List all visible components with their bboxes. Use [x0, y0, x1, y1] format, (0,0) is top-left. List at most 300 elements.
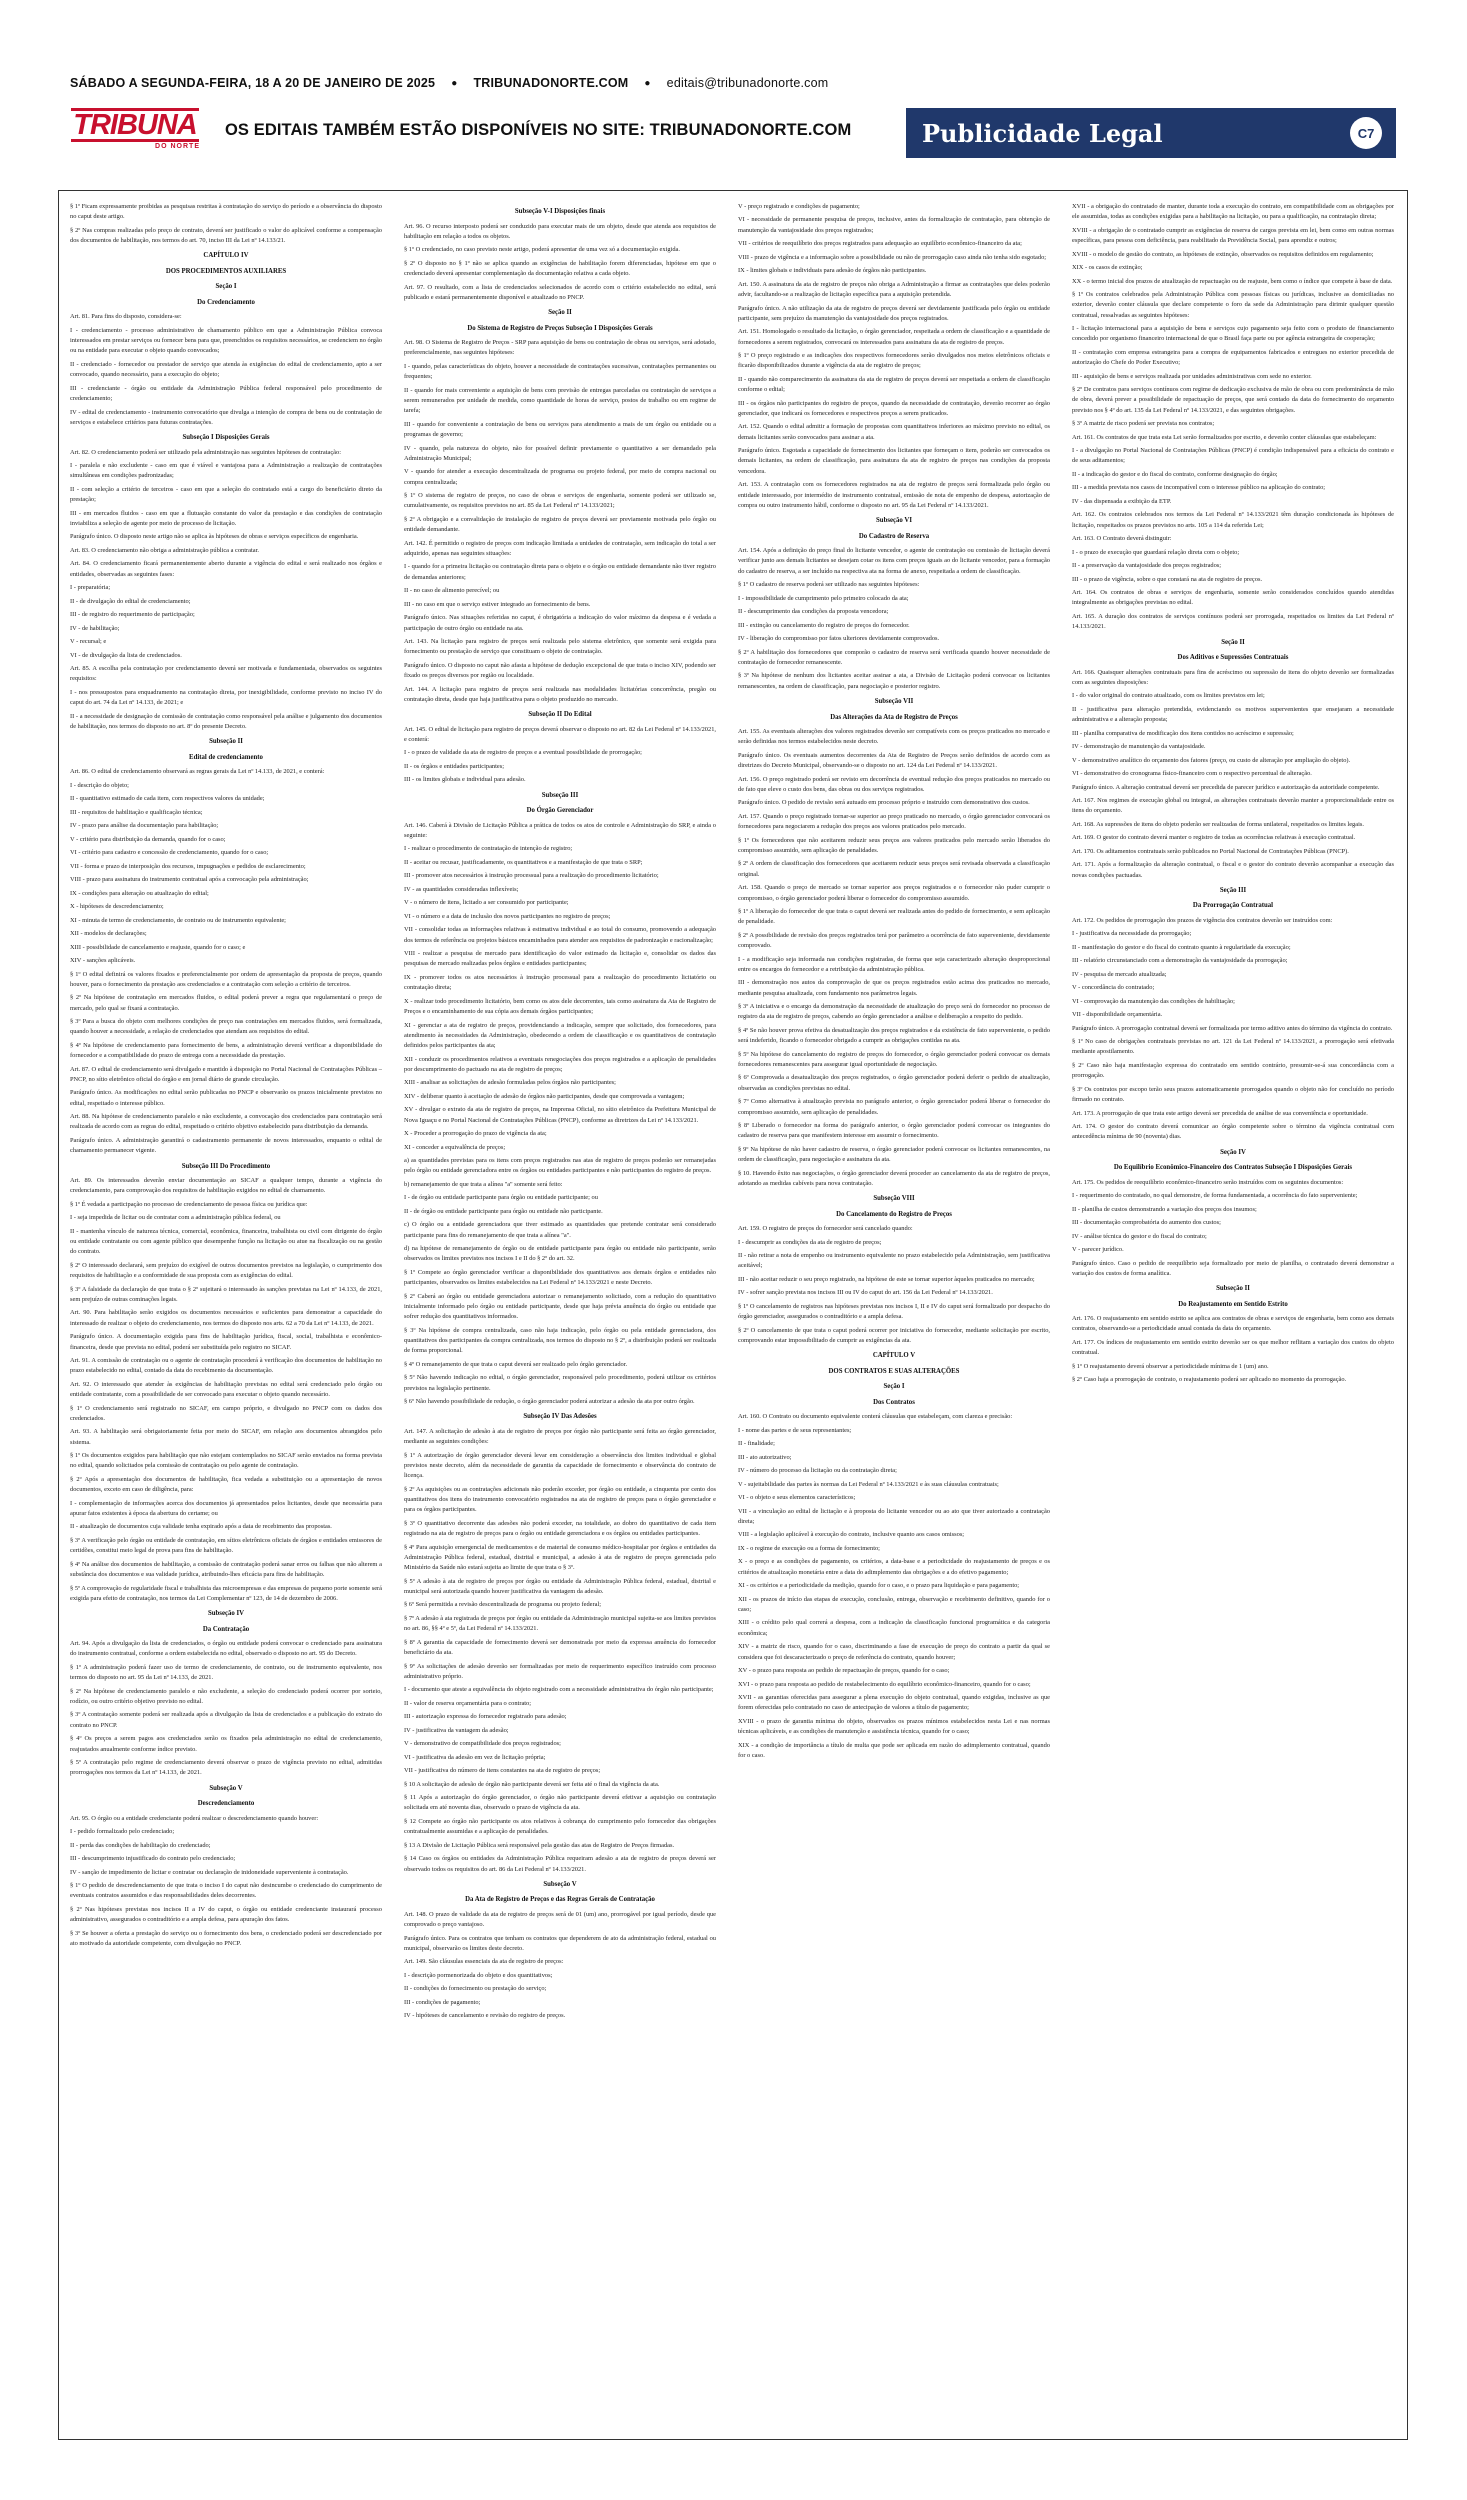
- section-heading: Subseção V: [543, 1880, 577, 1888]
- legal-paragraph: § 3º A matriz de risco poderá ser prevista nos contratos;: [1072, 420, 1215, 428]
- text-column-2: [404, 202, 716, 2430]
- legal-paragraph: § 4º Se não houver prova efetiva da desatualização dos preços registrados e da existência de fato superveniente, o pedido será indeferido, ficando o fornecedor obrigado a cumprir as obrigações contidas na ata.: [738, 1026, 1050, 1045]
- legal-paragraph: § 12 Compete ao órgão não participante os atos relativos à cobrança do cumprimento pelo fornecedor das obrigações contratualmente assumidas e a aplicação de penalidades.: [404, 1817, 716, 1836]
- legal-paragraph: § 5º A comprovação de regularidade fiscal e trabalhista das microempresas e das empresas de pequeno porte somente será exigida para efeito de contratação, nos termos da Lei Complementar nº 123, de 14 de dezembro de 2006.: [70, 1584, 382, 1602]
- legal-paragraph: Art. 92. O interessado que atender às exigências de habilitação previstas no edital será credenciado pelo órgão ou entidade contratante, com a possibilidade de ser convocado para executar o objeto quando necessário.: [70, 1380, 382, 1399]
- legal-paragraph: I - o prazo de execução que guardará relação direta com o objeto;: [1072, 548, 1240, 556]
- legal-paragraph: Art. 153. A contratação com os fornecedores registrados na ata de registro de preços será formalizada pelo órgão ou entidade interessado, por intermédio de instrumento contratual, emissão de nota de empenho de despesa, autorização de compra ou outro instrumento hábil, conforme o disposto no art. 95 da Lei Federal nº 14.133/2021.: [738, 481, 1050, 509]
- legal-paragraph: X - Proceder a prorrogação do prazo de vigência da ata;: [404, 1130, 547, 1138]
- legal-paragraph: II - perda das condições de habilitação do credenciado;: [70, 1841, 211, 1849]
- legal-paragraph: VI - necessidade de permanente pesquisa de preços, inclusive, antes da formalização de contratação, para obtenção de manutenção da vantajosidade dos preços registrados;: [738, 216, 1050, 234]
- legal-paragraph: § 8º A garantia da capacidade de fornecimento deverá ser demonstrada por meio da expressa anuência do fornecedor beneficiário da ata.: [404, 1638, 716, 1657]
- legal-paragraph: Art. 174. O gestor do contrato deverá comunicar ao órgão competente sobre o término da vigência contratual com antecedência mínima de 90 (noventa) dias.: [1072, 1123, 1394, 1141]
- legal-paragraph: VIII - realizar a pesquisa de mercado para identificação do valor estimado da licitação e, consolidar os dados das pesquisas de mercado realizadas pelos órgãos e entidades participantes;: [404, 950, 716, 968]
- legal-paragraph: § 5º A contratação pelo regime de credenciamento deverá observar o prazo de vigência previsto no edital, admitidas prorrogações nos termos da Lei nº 14.133, de 2021.: [70, 1759, 382, 1777]
- section-heading: Seção II: [1221, 638, 1245, 646]
- legal-paragraph: Art. 167. Nos regimes de execução global ou integral, as alterações contratuais deverão manter a proporcionalidade entre os itens do orçamento.: [1072, 796, 1394, 815]
- legal-paragraph: XVIII - a obrigação de o contratado cumprir as exigências de reserva de cargos prevista em lei, bem como em outras normas específicas, para pessoa com deficiência, para reabilitado da Previdência Social, para aprendiz e outros;: [1072, 226, 1394, 245]
- section-heading: Descredenciamento: [197, 1800, 255, 1808]
- legal-paragraph: § 7º Como alternativa à atualização prevista no parágrafo anterior, o órgão gerenciador poderá liberar o fornecedor do compromisso assumido, sem aplicação de penalidades.: [738, 1098, 1050, 1116]
- legal-paragraph: § 2º Caso não haja manifestação expressa do contratado em sentido contrário, presumir-se-á sua concordância com a prorrogação.: [1072, 1061, 1394, 1080]
- legal-paragraph: II - a necessidade de designação de comissão de contratação como responsável pela análise e julgamento dos documentos de habilitação, nos termos do disposto no art. 8º do presente Decreto.: [70, 712, 382, 730]
- legal-paragraph: IV - pesquisa de mercado atualizada;: [1072, 970, 1167, 978]
- legal-paragraph: IV - edital de credenciamento - instrumento convocatório que divulga a intenção de compra de bens ou de contratação de serviços e estabelece critérios para futuras contratações.: [70, 408, 382, 426]
- legal-paragraph: III - em mercados fluidos - caso em que a flutuação constante do valor da prestação e das condições de contratação inviabiliza a seleção de agente por meio de processo de licitação.: [70, 509, 382, 527]
- legal-paragraph: II - quantitativo estimado de cada item, com respectivos valores da unidade;: [70, 795, 265, 803]
- legal-paragraph: Art. 151. Homologado o resultado da licitação, o órgão gerenciador, respeitada a ordem de classificação e a quantidade de fornecedores a serem registrados, convocará os interessados para assinatura da ata de registro de preços.: [738, 328, 1050, 346]
- legal-paragraph: § 6º Comprovada a desatualização dos preços registrados, o órgão gerenciador poderá deferir o pedido de atualização, observadas as condições previstas no edital.: [738, 1074, 1050, 1092]
- section-heading: Subseção IV: [207, 1610, 245, 1618]
- legal-paragraph: Art. 175. Os pedidos de reequilíbrio econômico-financeiro serão instruídos com os seguintes documentos:: [1072, 1178, 1344, 1186]
- legal-paragraph: III - extinção ou cancelamento do registro de preços do fornecedor.: [738, 621, 910, 629]
- legal-paragraph: § 1º A liberação do fornecedor de que trata o caput deverá ser realizada antes do pedido de fornecimento, e sem aplicação de penalidade.: [738, 907, 1050, 926]
- legal-paragraph: VIII - a legislação aplicável à execução do contrato, inclusive quanto aos casos omissos;: [738, 1531, 965, 1539]
- legal-paragraph: Art. 94. Após a divulgação da lista de credenciados, o órgão ou entidade poderá convocar o credenciado para assinatura do instrumento contratual, conforme a ordem estabelecida no edital, observado o disposto no art. 95 do Decreto.: [70, 1640, 382, 1658]
- legal-paragraph: Art. 145. O edital de licitação para registro de preços deverá observar o disposto no art. 82 da Lei Federal nº 14.133/2021, e conterá:: [404, 725, 716, 743]
- legal-paragraph: § 1º O edital definirá os valores fixados e preferencialmente por ordem de apresentação da proposta de preços, quando houver, para o fornecimento da prestação aos credenciados e a contratação com seleção a critério de terceiros.: [70, 970, 382, 988]
- legal-paragraph: XIX - os casos de extinção;: [1072, 264, 1143, 272]
- legal-paragraph: I - descumprir as condições da ata de registro de preços;: [738, 1238, 882, 1246]
- legal-paragraph: § 1º Ficam expressamente proibidas as pesquisas restritas à contratação do serviço do período e a observância do disposto no caput deste artigo.: [70, 203, 382, 221]
- legal-paragraph: Art. 155. As eventuais alterações dos valores registrados deverão ser compatíveis com os preços praticados no mercado e serão definidas nos termos estabelecidos neste decreto.: [738, 728, 1050, 746]
- legal-paragraph: Art. 161. Os contratos de que trata esta Lei serão formalizados por escrito, e deverão conter cláusulas que estabeleçam:: [1072, 433, 1377, 441]
- legal-paragraph: Art. 82. O credenciamento poderá ser utilizado pela administração nas seguintes hipóteses de contratação:: [70, 448, 341, 456]
- section-heading: Seção IV: [1220, 1148, 1246, 1156]
- legal-paragraph: § 3º Na hipótese de compra centralizada, caso não haja indicação, pelo órgão ou pela entidade gerenciadora, dos quantitativos dos participantes da compra centralizada, nos termos do disposto no § 2º, a distribuição poderá ser realizada de forma proporcional.: [404, 1326, 716, 1355]
- section-heading: Seção III: [1219, 886, 1247, 894]
- section-heading: Subseção I Disposições Gerais: [182, 434, 270, 442]
- legal-paragraph: III - demonstração nos autos da comprovação de que os preços registrados estão acima dos praticados no mercado, mediante pesquisa atualizada, com fundamento nos parâmetros legais.: [738, 979, 1050, 997]
- email-link[interactable]: editais@tribunadonorte.com: [666, 76, 829, 90]
- legal-paragraph: § 1º É vedada a participação no processo de credenciamento de pessoa física ou jurídica que:: [70, 1200, 308, 1208]
- section-heading: Do Credenciamento: [197, 298, 255, 306]
- legal-paragraph: Art. 176. O reajustamento em sentido estrito se aplica aos contratos de obras e serviços de engenharia, bem como aos demais contratos, observando-se a periodicidade anual contada da data do orçamento.: [1072, 1315, 1394, 1333]
- legal-paragraph: II - quando for mais conveniente a aquisição de bens com previsão de entregas parceladas ou contratação de serviços a serem remunerados por unidade de medida, como quantidade de horas de serviço, postos de trabalho ou em regime de tarefa;: [404, 386, 716, 415]
- legal-paragraph: II - manifestação do gestor e do fiscal do contrato quanto à regularidade da execução;: [1072, 943, 1291, 951]
- legal-paragraph: Art. 91. A comissão de contratação ou o agente de contratação procederá à verificação dos documentos de habilitação no prazo estabelecido no edital, contado da data do recebimento da documentação.: [70, 1357, 382, 1375]
- legal-paragraph: X - realizar todo procedimento licitatório, bem como os atos dele decorrentes, tais como assinatura da Ata de Registro de Preços e o encaminhamento de sua cópia aos demais órgãos participantes;: [404, 997, 716, 1016]
- legal-paragraph: Parágrafo único. Para os contratos que tenham os contratos que dependerem de ato da administração federal, estadual ou municipal, observarão os limites deste decreto.: [404, 1934, 716, 1952]
- legal-paragraph: Art. 177. Os índices de reajustamento em sentido estrito deverão ser os que melhor reflitam a variação dos custos do objeto contratual.: [1072, 1338, 1394, 1357]
- legal-paragraph: VI - de divulgação da lista de credenciados.: [70, 651, 182, 659]
- legal-paragraph: Art. 142. É permitido o registro de preços com indicação limitada a unidades de contratação, sem indicação do total a ser adquirido, apenas nas seguintes situações:: [404, 539, 716, 557]
- legal-paragraph: I - descrição do objeto;: [70, 781, 129, 789]
- legal-paragraph: XVII - as garantias oferecidas para assegurar a plena execução do objeto contratual, quando exigidas, inclusive as que forem oferecidas pelo contratado no caso de antecipação de valores a título de pagamento;: [738, 1693, 1050, 1712]
- legal-paragraph: VII - consolidar todas as informações relativas à estimativa individual e ao total do consumo, promovendo a adequação dos termos de referência ou projetos básicos encaminhados para atender aos requisitos de padronização e racionalização;: [404, 926, 716, 944]
- section-heading: Subseção II: [209, 738, 243, 746]
- legal-paragraph: IV - prazo para análise da documentação para habilitação;: [70, 822, 219, 830]
- legal-paragraph: XVIII - o prazo de garantia mínima do objeto, observados os prazos mínimos estabelecidos nesta Lei e nas normas técnicas aplicáveis, e as condições de manutenção e assistência técnica, quando for o caso;: [738, 1717, 1050, 1736]
- section-heading: Subseção II Do Edital: [528, 711, 592, 719]
- legal-paragraph: I - complementação de informações acerca dos documentos já apresentados pelos licitantes, desde que necessária para apurar fatos existentes à época da abertura do certame; ou: [70, 1499, 382, 1517]
- legal-paragraph: II - condições do fornecimento ou prestação do serviço;: [404, 1985, 547, 1993]
- legal-paragraph: II - contratação com empresa estrangeira para a compra de equipamentos fabricados e entregues no exterior precedida de autorização do Chefe do Poder Executivo;: [1072, 348, 1394, 367]
- legal-paragraph: III - planilha comparativa de modificação dos itens contidos no acréscimo e supressão;: [1072, 729, 1294, 737]
- legal-paragraph: § 3º Para a busca do objeto com melhores condições de preço nas contratações em mercados fluidos, será formalizada, quando houver a necessidade, a relação de credenciados que atendam aos requisitos do edital.: [70, 1018, 382, 1036]
- legal-paragraph: XIX - a condição de importância a título de multa que pode ser aplicada em razão do adimplemento contratual, quando for o caso.: [738, 1741, 1050, 1759]
- section-heading: Seção II: [548, 309, 572, 317]
- legal-paragraph: Parágrafo único. Caso o pedido de reequilíbrio seja formalizado por meio de planilha, o contratado deverá demonstrar a variação dos custos de forma analítica.: [1072, 1259, 1394, 1277]
- legal-paragraph: VIII - prazo de vigência e a informação sobre a possibilidade ou não de prorrogação caso ainda não tenha sido esgotado;: [738, 253, 1047, 261]
- legal-paragraph: VI - critério para cadastro e concessão de credenciamento, quando for o caso;: [70, 849, 269, 857]
- legal-paragraph: Art. 90. Para habilitação serão exigidos os documentos necessários e suficientes para demonstrar a capacidade do interessado de realizar o objeto do credenciamento, nos termos do disposto nos arts. 62 a 70 da Lei nº 14.133, de 2021.: [70, 1309, 382, 1327]
- legal-paragraph: Art. 173. A prorrogação de que trata este artigo deverá ser precedida de análise de sua conveniência e oportunidade.: [1072, 1109, 1368, 1117]
- section-heading: Da Prorrogação Contratual: [1192, 902, 1274, 910]
- legal-paragraph: III - ato autorizativo;: [738, 1453, 792, 1461]
- legal-paragraph: Art. 83. O credenciamento não obriga a administração pública a contratar.: [70, 546, 259, 554]
- legal-paragraph: II - descumprimento das condições da proposta vencedora;: [738, 608, 889, 616]
- legal-paragraph: a) as quantidades previstas para os itens com preços registrados nas atas de registro de preços poderão ser remanejadas pelo órgão ou entidade gerenciadora entre os órgãos ou entidades participantes e não participantes do registro de preços.: [404, 1157, 716, 1175]
- legal-paragraph: Art. 166. Quaisquer alterações contratuais para fins de acréscimo ou supressão de itens do objeto deverão ser formalizadas com as seguintes disposições:: [1072, 668, 1394, 686]
- legal-paragraph: Art. 87. O edital de credenciamento será divulgado e mantido à disposição no Portal Nacional de Contratações Públicas – PNCP, no sítio eletrônico oficial do órgão e em jornal diário de grande circulação.: [70, 1065, 382, 1083]
- legal-paragraph: XIV - sanções aplicáveis.: [70, 957, 136, 965]
- legal-paragraph: III - relatório circunstanciado com a demonstração da vantajosidade da prorrogação;: [1072, 957, 1288, 965]
- legal-paragraph: Parágrafo único. A documentação exigida para fins de habilitação jurídica, fiscal, social, trabalhista e econômico-financeira, desde que prevista no edital, poderá ser substituída pelo registro no SICAF.: [70, 1333, 382, 1351]
- legal-paragraph: I - preparatória;: [70, 584, 111, 592]
- text-column-3: [738, 202, 1050, 2430]
- legal-paragraph: § 3º O quantitativo decorrente das adesões não poderá exceder, na totalidade, ao dobro do quantitativo de cada item registrado na ata de registro de preços para o órgão ou entidade gerenciadora e os órgãos ou entidades participantes.: [404, 1519, 716, 1538]
- legal-paragraph: X - o preço e as condições de pagamento, os critérios, a data-base e a periodicidade do reajustamento de preços e os critérios de atualização monetária entre a data do adimplemento das obrigações e a do efetivo pagamento;: [738, 1558, 1050, 1576]
- legal-paragraph: II - não retirar a nota de empenho ou instrumento equivalente no prazo estabelecido pela Administração, sem justificativa aceitável;: [738, 1252, 1050, 1270]
- legal-paragraph: VII - forma e prazo de interposição dos recursos, impugnações e pedidos de esclarecimento;: [70, 862, 306, 870]
- legal-paragraph: IV - número do processo da licitação ou da contratação direta;: [738, 1467, 897, 1475]
- section-heading: Subseção II: [1216, 1285, 1250, 1293]
- legal-paragraph: § 2º Caso haja a prorrogação de contrato, o reajustamento poderá ser aplicado no momento da prorrogação.: [1072, 1376, 1347, 1384]
- legal-paragraph: c) O órgão ou a entidade gerenciadora que tiver estimado as quantidades que pretende contratar será considerado participante para fins do remanejamento de que trata a alínea "a".: [404, 1221, 716, 1239]
- legal-paragraph: IV - liberação do compromisso por fatos ulteriores devidamente comprovados.: [738, 635, 940, 643]
- legal-paragraph: V - parecer jurídico.: [1072, 1246, 1124, 1254]
- bullet-separator: ●: [644, 77, 651, 89]
- legal-paragraph: XIV - deliberar quanto à aceitação de adesão de órgãos não participantes, desde que comprovada a vantagem;: [404, 1092, 685, 1100]
- legal-paragraph: V - critério para distribuição da demanda, quando for o caso;: [70, 835, 226, 843]
- legal-paragraph: § 10 A solicitação de adesão de órgão não participante deverá ser feita até o final da vigência da ata.: [404, 1780, 660, 1788]
- legal-paragraph: § 1º O sistema de registro de preços, no caso de obras e serviços de engenharia, somente poderá ser utilizado se, cumulativamente, os requisitos previstos no art. 85 da Lei Federal nº 14.133/2021;: [404, 492, 716, 510]
- legal-paragraph: VI - comprovação da manutenção das condições de habilitação;: [1072, 997, 1235, 1005]
- legal-paragraph: I - pedido formalizado pelo credenciado;: [70, 1828, 175, 1836]
- newspaper-logo: [70, 108, 200, 150]
- legal-paragraph: II - valor de reserva orçamentária para o contrato;: [404, 1699, 532, 1707]
- legal-paragraph: § 6º Não havendo possibilidade de redução, o órgão gerenciador poderá autorizar a adesão da ata por outro órgão.: [404, 1398, 695, 1406]
- legal-paragraph: I - requerimento do contratado, no qual demonstre, de forma fundamentada, a ocorrência do fato superveniente;: [1072, 1192, 1358, 1200]
- legal-paragraph: Art. 93. A habilitação será obrigatoriamente feita por meio do SICAF, em relação aos documentos abrangidos pelo sistema.: [70, 1428, 382, 1446]
- legal-paragraph: § 2º A possibilidade de revisão dos preços registrados terá por parâmetro a ocorrência de fato superveniente, devidamente comprovado.: [738, 931, 1050, 950]
- legal-paragraph: II - finalidade;: [738, 1440, 775, 1448]
- legal-paragraph: V - demonstrativo de compatibilidade dos preços registrados;: [404, 1740, 561, 1748]
- legal-paragraph: Art. 81. Para fins do disposto, considera-se:: [70, 313, 182, 321]
- legal-paragraph: XII - modelos de declarações;: [70, 930, 147, 938]
- legal-paragraph: Art. 98. O Sistema de Registro de Preços - SRP para aquisição de bens ou contratação de obras ou serviços, será adotado, preferencialmente, nas seguintes hipóteses:: [404, 339, 716, 357]
- legal-paragraph: § 2º Caberá ao órgão ou entidade gerenciadora autorizar o remanejamento solicitado, com a redução do quantitativo inicialmente informado pelo órgão ou entidade participante, desde que haja prévia anuência do órgão ou entidade que sofrer redução dos quantitativos informados.: [404, 1292, 716, 1321]
- legal-paragraph: IV - sanção de impedimento de licitar e contratar ou declaração de inidoneidade superveniente à contratação.: [70, 1868, 349, 1876]
- legal-paragraph: § 5º Na hipótese do cancelamento do registro de preços do fornecedor, o órgão gerenciador poderá convocar os demais fornecedores remanescentes para assegurar igual oportunidade de negociação.: [738, 1050, 1050, 1068]
- legal-paragraph: § 13 A Divisão de Licitação Pública será responsável pela gestão das atas de Registro de Preços firmadas.: [404, 1841, 675, 1849]
- legal-paragraph: Parágrafo único. O pedido de revisão será autuado em processo próprio e instruído com demonstrativo dos custos.: [738, 799, 1030, 807]
- legal-paragraph: Parágrafo único. O disposto no caput não afasta a hipótese de dedução excepcional de que trata o inciso XIV, podendo ser fixado os preços diversos por região ou localidade.: [404, 661, 716, 680]
- section-heading: Edital de credenciamento: [189, 753, 263, 761]
- legal-paragraph: § 4º O remanejamento de que trata o caput deverá ser realizado pelo órgão gerenciador.: [404, 1360, 628, 1368]
- legal-paragraph: § 3º A verificação pelo órgão ou entidade de contratação, em sítios eletrônicos oficiais de órgãos e entidades emissores de certidões, constitui meio legal de prova para fins de habilitação.: [70, 1536, 382, 1555]
- legal-paragraph: Art. 88. Na hipótese de credenciamento paralelo e não excludente, a convocação dos credenciados para contratação será realizada de acordo com as regras do edital, respeitado o critério objetivo estabelecido para distribuição da demanda.: [70, 1113, 382, 1131]
- legal-paragraph: II - justificativa para alteração pretendida, evidenciando os motivos supervenientes que ensejaram a necessidade administrativa e a alteração proposta;: [1072, 705, 1394, 724]
- legal-paragraph: XX - o termo inicial dos prazos de atualização de repactuação ou de reajuste, bem como o índice que compete à base de data.: [1072, 277, 1393, 285]
- section-heading: CAPÍTULO IV: [203, 252, 249, 260]
- legal-paragraph: III - descumprimento injustificado do contrato pelo credenciado;: [70, 1855, 236, 1863]
- legal-paragraph: IV - hipóteses de cancelamento e revisão do registro de preços.: [404, 2012, 566, 2020]
- legal-paragraph: VI - o objeto e seus elementos característicos;: [738, 1494, 856, 1502]
- legal-paragraph: VI - demonstrativo do cronograma físico-financeiro com o respectivo percentual de alteração.: [1072, 770, 1312, 778]
- legal-paragraph: XVIII - o modelo de gestão do contrato, as hipóteses de extinção, observados os requisitos definidos em regulamento;: [1072, 250, 1374, 258]
- legal-paragraph: IV - de habilitação;: [70, 624, 120, 632]
- legal-paragraph: IX - condições para alteração ou atualização do edital;: [70, 889, 209, 897]
- legal-paragraph: XIII - possibilidade de cancelamento e reajuste, quando for o caso; e: [70, 943, 246, 951]
- legal-paragraph: I - de órgão ou entidade participante para órgão ou entidade participante; ou: [404, 1194, 598, 1202]
- section-heading: Do Sistema de Registro de Preços Subseção I Disposições Gerais: [467, 324, 653, 332]
- section-heading: Da Contratação: [202, 1625, 250, 1633]
- section-heading: Da Ata de Registro de Preços e das Regras Gerais de Contratação: [465, 1896, 655, 1904]
- legal-paragraph: Art. 163. O Contrato deverá distinguir:: [1072, 535, 1172, 543]
- legal-paragraph: § 1º Os fornecedores que não aceitarem reduzir seus preços aos valores praticados pelo mercado serão liberados do compromisso assumido, sem aplicação de penalidades.: [738, 836, 1050, 854]
- legal-paragraph: II - de órgão ou entidade participante para órgão ou entidade não participante.: [404, 1207, 603, 1215]
- legal-paragraph: IV - justificativa da vantagem da adesão;: [404, 1726, 509, 1734]
- legal-paragraph: V - o número de itens, licitado a ser consumido por participante;: [404, 899, 569, 907]
- legal-paragraph: V - demonstrativo analítico do orçamento dos fatores (preço, ou custo de alteração por ampliação do objeto).: [1072, 756, 1351, 764]
- legal-paragraph: VII - critérios de reequilíbrio dos preços registrados para adequação ao equilíbrio econômico-financeiro da ata;: [738, 240, 1022, 248]
- section-heading: Subseção III: [541, 791, 579, 799]
- legal-paragraph: II - planilha de custos demonstrando a variação dos preços dos insumos;: [1072, 1205, 1257, 1213]
- legal-paragraph: V - recursal; e: [70, 638, 107, 646]
- section-heading: DOS PROCEDIMENTOS AUXILIARES: [165, 267, 287, 275]
- legal-paragraph: § 4º Na hipótese de credenciamento para fornecimento de bens, a administração deverá verificar a disponibilidade do fornecedor e a compatibilidade do prazo de entrega com a necessidade da prestação.: [70, 1041, 382, 1060]
- issue-date: SÁBADO A SEGUNDA-FEIRA, 18 A 20 DE JANEIRO DE 2025: [70, 76, 436, 90]
- section-heading: Das Alterações da Ata de Registro de Preços: [830, 713, 958, 721]
- legal-paragraph: IV - sofrer sanção prevista nos incisos III ou IV do caput do art. 156 da Lei Federal nº 14.133/2021.: [738, 1289, 993, 1297]
- legal-paragraph: XIV - a matriz de risco, quando for o caso, discriminando a fase de execução de preço do contrato a partir da qual se considera que foi descaracterizado o preço de referência do contrato, quando houver;: [738, 1643, 1050, 1661]
- legal-paragraph: IX - limites globais e individuais para adesão de órgãos não participantes.: [738, 267, 927, 275]
- legal-paragraph: Parágrafo único. A administração garantirá o cadastramento permanente de novos interessados, enquanto o edital de chamamento permanecer vigente.: [70, 1136, 382, 1155]
- legal-paragraph: Parágrafo único. As modificações no edital serão publicadas no PNCP e observarão os prazos inicialmente previstos no edital, respeitado o interesse público.: [70, 1089, 382, 1107]
- legal-paragraph: § 3º A falsidade da declaração de que trata o § 2º sujeitará o interessado às sanções previstas na Lei nº 14.133, de 2021, sem prejuízo de outras cominações legais.: [70, 1285, 382, 1303]
- legal-paragraph: III - o prazo de vigência, sobre o que constará na ata de registro de preços.: [1072, 575, 1263, 583]
- section-title: Publicidade Legal: [922, 118, 1163, 148]
- legal-paragraph: I - impossibilidade de cumprimento pelo primeiro colocado da ata;: [738, 594, 909, 602]
- legal-paragraph: Art. 157. Quando o preço registrado tornar-se superior ao preço praticado no mercado, o órgão gerenciador convocará os fornecedores para negociarem a redução dos preços aos valores praticados pelo mercado.: [738, 812, 1050, 831]
- legal-paragraph: Parágrafo único. A não utilização da ata de registro de preços deverá ser devidamente justificada pelo órgão ou entidade participante, sem prejuízo da manutenção da vantajosidade dos preços registrados.: [738, 304, 1050, 322]
- legal-paragraph: V - quando for atender a execução descentralizada de programa ou projeto federal, por meio de compra nacional ou compra centralizada;: [404, 468, 716, 486]
- legal-paragraph: III - autorização expressa do fornecedor registrado para adesão;: [404, 1713, 567, 1721]
- section-heading: Subseção VII: [874, 698, 914, 706]
- legal-paragraph: VIII - prazo para assinatura do instrumento contratual após a convocação pela administração;: [70, 876, 309, 884]
- legal-paragraph: III - requisitos de habilitação e qualificação técnica;: [70, 808, 203, 816]
- legal-paragraph: Art. 154. Após a definição do preço final do licitante vencedor, o agente de contratação ou comissão de licitação deverá verificar junto aos demais licitantes se desejam cotar os itens com preços iguais ao do licitante vencedor, para a formação do cadastro de reserva, a ser incluído na respectiva ata na forma de anexo, respeitada a ordem de classificação.: [738, 547, 1050, 575]
- legal-paragraph: IX - promover todos os atos necessários à instrução processual para a realização do procedimento licitatório ou contratação direta;: [404, 973, 716, 992]
- legal-paragraph: Art. 159. O registro de preços do fornecedor será cancelado quando:: [738, 1225, 913, 1233]
- legal-paragraph: Art. 172. Os pedidos de prorrogação dos prazos de vigência dos contratos deverão ser instruídos com:: [1072, 916, 1333, 924]
- legal-paragraph: § 2º A ordem de classificação dos fornecedores que aceitarem reduzir seus preços será revisada observada a classificação original.: [738, 860, 1050, 878]
- legal-paragraph: § 1º Compete ao órgão gerenciador verificar a disponibilidade dos quantitativos aos demais órgãos e entidades não participantes, observados os limites estabelecidos na Lei Federal nº 14.133/2021 e neste Decreto.: [404, 1268, 716, 1287]
- legal-paragraph: § 1º Os contratos celebrados pela Administração Pública com pessoas físicas ou jurídicas, inclusive as domiciliadas no exterior, deverão conter cláusula que declare competente o foro da sede da Administração para dirimir qualquer questão contratual, ressalvadas as seguintes hipóteses:: [1072, 291, 1394, 319]
- legal-paragraph: II - com seleção a critério de terceiros - caso em que a seleção do contratado está a cargo do beneficiário direto da prestação;: [70, 485, 382, 504]
- legal-paragraph: XVII - a obrigação do contratado de manter, durante toda a execução do contrato, em compatibilidade com as obrigações por ele assumidas, todas as condições exigidas para a habilitação na licitação, ou para a qualificação, na contratação direta;: [1072, 203, 1394, 221]
- legal-paragraph: Art. 160. O Contrato ou documento equivalente conterá cláusulas que estabeleçam, com clareza e precisão:: [738, 1413, 1013, 1421]
- legal-paragraph: § 2º O interessado declarará, sem prejuízo do exigível de outros documentos previstos na legislação, o cumprimento dos requisitos de habilitação e a conformidade de sua proposta com as exigências do edital.: [70, 1261, 382, 1280]
- legal-paragraph: III - de registro do requerimento de participação;: [70, 611, 195, 619]
- legal-paragraph: § 5º Não havendo indicação no edital, o órgão gerenciador, responsável pelo procedimento, poderá utilizar os critérios previstos na legislação pertinente.: [404, 1374, 716, 1392]
- legal-paragraph: § 3º Se houver a oferta a prestação do serviço ou o fornecimento dos bens, o credenciado poderá ser descredenciado por ato motivado da autoridade competente, com divulgação no PNCP.: [70, 1929, 382, 1947]
- legal-paragraph: § 9º As solicitações de adesão deverão ser formalizadas por meio de requerimento específico instruído com processo administrativo próprio.: [404, 1662, 716, 1680]
- legal-paragraph: III - não aceitar reduzir o seu preço registrado, na hipótese de este se tornar superior àqueles praticados no mercado;: [738, 1275, 1035, 1283]
- legal-paragraph: II - quando não comparecimento da assinatura da ata de registro de preços deverá ser respeitada a ordem de classificação conforme o edital;: [738, 375, 1050, 394]
- legal-paragraph: I - licitação internacional para a aquisição de bens e serviços cujo pagamento seja feito com o produto de financiamento concedido por organismo financeiro internacional de que o Brasil faça parte ou por agência estrangeira de cooperação;: [1072, 325, 1394, 343]
- legal-paragraph: Art. 86. O edital de credenciamento observará as regras gerais da Lei nº 14.133, de 2021, e conterá:: [70, 768, 325, 776]
- legal-paragraph: II - credenciado - fornecedor ou prestador de serviço que atenda às exigências do edital de credenciamento, apto a ser convocado, quando necessário, para a execução do objeto;: [70, 360, 382, 379]
- legal-paragraph: Art. 169. O gestor do contrato deverá manter o registro de todas as ocorrências relativas à execução contratual.: [1072, 834, 1356, 842]
- legal-paragraph: IX - o regime de execução ou a forma de fornecimento;: [738, 1544, 880, 1552]
- legal-paragraph: I - do valor original do contrato atualizado, com os limites previstos em lei;: [1072, 692, 1265, 700]
- legal-paragraph: § 10. Havendo êxito nas negociações, o órgão gerenciador deverá proceder ao cancelamento da ata de registro de preços, adotando as medidas cabíveis para nova contratação.: [738, 1169, 1050, 1187]
- section-heading: Do Cancelamento do Registro de Preços: [836, 1210, 952, 1218]
- legal-paragraph: Art. 165. A duração dos contratos de serviços contínuos poderá ser prorrogada, respeitados os limites da Lei Federal nº 14.133/2021.: [1072, 612, 1394, 631]
- legal-paragraph: § 8º Liberado o fornecedor na forma do parágrafo anterior, o órgão gerenciador poderá convocar os integrantes do cadastro de reserva para que manifestem interesse em assumir o fornecimento.: [738, 1122, 1050, 1140]
- legal-paragraph: I - a modificação seja informada nas condições registradas, de forma que seja caracterizado alteração desproporcional entre os encargos do fornecedor e a retribuição da administração pública.: [738, 955, 1050, 973]
- legal-paragraph: § 3º Na hipótese de nenhum dos licitantes aceitar assinar a ata, a Divisão de Licitação poderá convocar os licitantes remanescentes, na ordem de classificação, para negociação e posterior registro.: [738, 672, 1050, 690]
- legal-paragraph: V - preço registrado e condições de pagamento;: [738, 203, 860, 210]
- legal-paragraph: § 1º O cadastro de reserva poderá ser utilizado nas seguintes hipóteses:: [738, 581, 920, 589]
- section-heading: Subseção VI: [876, 517, 912, 525]
- legal-paragraph: § 2º Na hipótese de contratação em mercados fluidos, o edital poderá prever a regra que regulamentará o preço de mercado, pelo qual se fixará a contratação.: [70, 994, 382, 1012]
- header-bar: [70, 72, 1400, 94]
- legal-paragraph: III - condições de pagamento;: [404, 1998, 481, 2006]
- legal-paragraph: XII - os prazos de início das etapas de execução, conclusão, entrega, observação e recebimento definitivo, quando for o caso;: [738, 1595, 1050, 1613]
- legal-paragraph: § 1º O reajustamento deverá observar a periodicidade mínima de 1 (um) ano.: [1072, 1362, 1269, 1370]
- section-heading: CAPÍTULO V: [872, 1352, 916, 1360]
- legal-paragraph: d) na hipótese de remanejamento de órgão ou de entidade participante para órgão ou entidade não participante, serão observados os limites previstos nos incisos I e II do § 2º do art. 32.: [404, 1245, 716, 1263]
- legal-paragraph: Parágrafo único. A prorrogação contratual deverá ser formalizada por termo aditivo antes do término da vigência do contrato.: [1072, 1024, 1393, 1032]
- legal-paragraph: Art. 148. O prazo de validade da ata de registro de preços será de 01 (um) ano, prorrogável por igual período, desde que comprovado o preço vantajoso.: [404, 1910, 716, 1929]
- legal-paragraph: § 1º O credenciamento será registrado no SICAF, em campo próprio, e divulgado no PNCP com os dados dos credenciados.: [70, 1404, 382, 1422]
- legal-paragraph: Parágrafo único. O disposto neste artigo não se aplica às hipóteses de obras e serviços específicos de engenharia.: [70, 533, 359, 541]
- logo-wordmark: TRIBUNA: [73, 109, 197, 141]
- legal-paragraph: § 2º Nas compras realizadas pelo preço de contrato, deverá ser justificado o valor do aplicável conforme a compensação dos documentos de habilitação, nos termos do art. 70, inciso III da Lei nº 14.133/21.: [70, 226, 382, 245]
- legal-paragraph: XII - conduzir os procedimentos relativos a eventuais renegociações dos preços registrados e a aplicação de penalidades por descumprimento do pactuado na ata de registro de preços;: [404, 1055, 716, 1073]
- section-heading: Subseção V-I Disposições finais: [514, 208, 606, 215]
- legal-paragraph: § 2º Na hipótese de credenciamento paralelo e não excludente, a seleção do credenciado poderá ocorrer por sorteio, rodízio, ou outro critério objetivo previsto no edital.: [70, 1687, 382, 1705]
- legal-paragraph: I - quando, pelas características do objeto, houver a necessidade de contratações sucessivas, contratações permanentes ou frequentes;: [404, 362, 716, 381]
- legal-paragraph: § 14 Caso os órgãos ou entidades da Administração Pública requeiram adesão a ata de registro de preços deverá ser observado todos os requisitos do art. 86 da Lei Federal nº 14.133/2021.: [404, 1855, 716, 1873]
- legal-paragraph: Art. 146. Caberá à Divisão de Licitação Pública a prática de todos os atos de controle e Administração do SRP, e ainda o seguinte:: [404, 821, 716, 839]
- legal-paragraph: § 1º O cancelamento de registros nas hipóteses previstas nos incisos I, II e IV do caput será formalizado por despacho do órgão gerenciador, assegurados o contraditório e a ampla defesa.: [738, 1302, 1050, 1321]
- section-heading: Do Órgão Gerenciador: [526, 807, 594, 815]
- legal-paragraph: III - a medida prevista nos casos de incompatível com o interesse público na aplicação do contrato;: [1072, 484, 1326, 492]
- site-link[interactable]: TRIBUNADONORTE.COM: [473, 76, 629, 90]
- legal-paragraph: III - os órgãos não participantes do registro de preços, quando da necessidade de contratação, deverão recorrer ao órgão gerenciador, que indicará os fornecedores e respectivos preços a serem praticados.: [738, 399, 1050, 417]
- legal-paragraph: § 2º A habilitação dos fornecedores que comporão o cadastro de reserva será verificada quando houver necessidade de contratação de fornecedor remanescente.: [738, 648, 1050, 666]
- legal-paragraph: § 3º Os contratos por escopo terão seus prazos automaticamente prorrogados quando o objeto não for concluído no período firmado no contrato.: [1072, 1085, 1394, 1104]
- legal-paragraph: IV - demonstração de manutenção da vantajosidade.: [1072, 743, 1206, 751]
- legal-paragraph: I - quando for a primeira licitação ou contratação direta para o objeto e o órgão ou entidade demandante não tiver registro de demandas anteriores;: [404, 563, 716, 581]
- legal-paragraph: Art. 171. Após a formalização da alteração contratual, o fiscal e o gestor do contrato deverão acompanhar a execução das novas condições pactuadas.: [1072, 861, 1394, 879]
- legal-paragraph: § 2º O disposto no § 1º não se aplica quando as exigências de habilitação forem diferenciadas, hipótese em que o credenciado deverá apresentar complementação da documentação relativa a cada objeto.: [404, 259, 716, 278]
- legal-paragraph: VII - disponibilidade orçamentária.: [1072, 1011, 1163, 1019]
- legal-paragraph: Art. 89. Os interessados deverão enviar documentação ao SICAF a qualquer tempo, durante a vigência do credenciamento, para comprovação dos requisitos de habilitação exigidos no edital de chamamento.: [70, 1177, 382, 1195]
- legal-paragraph: I - paralela e não excludente - caso em que é viável e vantajosa para a Administração a realização de contratações simultâneas em condições padronizadas;: [70, 462, 382, 480]
- section-heading: Subseção V: [209, 1784, 243, 1792]
- legal-paragraph: Parágrafo único. Nas situações referidas no caput, é obrigatória a indicação do valor máximo da despesa e é vedada a participação de outro órgão ou entidade na ata.: [404, 614, 716, 632]
- legal-paragraph: I - documento que ateste a equivalência do objeto registrado com a necessidade administrativa do órgão não participante;: [404, 1686, 714, 1694]
- legal-paragraph: § 5º A adesão à ata de registro de preços por órgão ou entidade da Administração Pública federal, estadual, distrital e municipal será autorizada quando houver justificativa da vantagem da adesão.: [404, 1577, 716, 1595]
- legal-paragraph: X - hipóteses de descredenciamento;: [70, 903, 164, 911]
- legal-paragraph: Parágrafo único. Os eventuais aumentos decorrentes da Ata de Registro de Preços serão definidos de acordo com as diretrizes do Decreto Municipal, observando-se o disposto no art. 124 da Lei Federal nº 14.133/2021.: [738, 751, 1050, 770]
- legal-paragraph: § 1º O pedido de descredenciamento de que trata o inciso I do caput não desincumbe o credenciado do cumprimento de eventuais contratos assumidos e das responsabilidades deles decorrentes.: [70, 1882, 382, 1900]
- page-number-badge: C7: [1350, 117, 1382, 149]
- legal-paragraph: § 2º O cancelamento de que trata o caput poderá ocorrer por iniciativa do fornecedor, mediante solicitação por escrito, comprovando estar impossibilitado de cumprir as exigências da ata.: [738, 1326, 1050, 1344]
- legal-paragraph: I - nos pressupostos para enquadramento na contratação direta, por inexigibilidade, conforme previsto no inciso IV do caput do art. 74 da Lei nº 14.133, de 2021; e: [70, 688, 382, 707]
- legal-paragraph: § 3º A contratação somente poderá ser realizada após a divulgação da lista de credenciados e a publicação do extrato do contrato no PNCP.: [70, 1711, 382, 1729]
- legal-paragraph: I - a divulgação no Portal Nacional de Contratações Públicas (PNCP) é condição indispensável para a eficácia do contrato e de seus aditamentos;: [1072, 447, 1394, 465]
- text-column-1: [70, 202, 382, 2430]
- legal-paragraph: II - aceitar ou recusar, justificadamente, os quantitativos e a manifestação de que trata o SRP;: [404, 858, 643, 866]
- legal-paragraph: Art. 158. Quando o preço de mercado se tornar superior aos preços registrados e o fornecedor não puder cumprir o compromisso, o órgão gerenciador poderá liberar o fornecedor do compromisso assumido.: [738, 884, 1050, 902]
- legal-paragraph: VII - justificativa do número de itens constantes na ata de registro de preços;: [404, 1767, 601, 1775]
- legal-paragraph: II - os órgãos e entidades participantes;: [404, 762, 504, 770]
- legal-paragraph: VI - justificativa da adesão em vez de licitação própria;: [404, 1753, 546, 1761]
- legal-paragraph: § 1º O credenciado, no caso previsto neste artigo, poderá apresentar de uma vez só a documentação exigida.: [404, 246, 680, 254]
- legal-paragraph: III - no caso em que o serviço estiver integrado ao fornecimento de bens.: [404, 600, 591, 608]
- legal-paragraph: Art. 84. O credenciamento ficará permanentemente aberto durante a vigência do edital e será realizado nos órgãos e entidades, observadas as seguintes fases:: [70, 560, 382, 578]
- legal-paragraph: XI - os critérios e a periodicidade da medição, quando for o caso, e o prazo para liquidação e para pagamento;: [738, 1582, 1020, 1590]
- legal-paragraph: Art. 96. O recurso interposto poderá ser conduzido para executar mais de um objeto, desde que atenda aos requisitos de habilitação em relação a todos os objetos.: [404, 222, 716, 240]
- legal-paragraph: § 3º A iniciativa e o encargo da demonstração da necessidade de atualização do preço será do fornecedor no processo de registro da ata de registro de preços, cabendo ao órgão gerenciador a análise e deliberação a respeito do pedido.: [738, 1003, 1050, 1021]
- legal-paragraph: I - descrição pormenorizada do objeto e dos quantitativos;: [404, 1971, 553, 1979]
- legal-paragraph: II - a preservação da vantajosidade dos preços registrados;: [1072, 562, 1222, 570]
- legal-paragraph: III - promover atos necessários à instrução processual para a realização do procedimento licitatório;: [404, 872, 659, 880]
- legal-paragraph: IV - das dispensada a exibição da ETP.: [1072, 497, 1172, 505]
- legal-paragraph: Art. 170. Os aditamentos contratuais serão publicados no Portal Nacional de Contratações Públicas (PNCP).: [1072, 847, 1349, 855]
- legal-paragraph: Art. 162. Os contratos celebrados nos termos da Lei Federal nº 14.133/2021 têm duração condicionada às hipóteses de licitação, respeitados os prazos previstos no arts. 105 a 114 da referida Lei;: [1072, 511, 1394, 529]
- legal-paragraph: Art. 150. A assinatura da ata de registro de preços não obriga a Administração a firmar as contratações que deles poderão advir, facultando-se a realização de licitação específica para a aquisição pretendida.: [738, 280, 1050, 299]
- legal-paragraph: Art. 156. O preço registrado poderá ser revisto em decorrência de eventual redução dos preços praticados no mercado ou de fato que eleve o custo dos bens, das obras ou dos serviços registrados.: [738, 775, 1050, 793]
- legal-paragraph: XI - conceder a equivalência de preços;: [404, 1143, 506, 1151]
- legal-paragraph: § 4º Para aquisição emergencial de medicamentos e de material de consumo médico-hospitalar por órgãos e entidades da Administração Pública federal, estadual, distrital e municipal, a adesão à ata de registro de preços gerenciada pelo Ministério da Saúde não estará sujeita ao limite de que trata o § 3º.: [404, 1543, 716, 1572]
- section-heading: Dos Aditivos e Supressões Contratuais: [1177, 654, 1289, 662]
- legal-paragraph: I - credenciamento - processo administrativo de chamamento público em que a Administração Pública convoca interessados em prestar serviços ou fornecer bens para que, preenchidos os requisitos necessários, se credenciem no órgão ou na entidade para executar o objeto quando convocados;: [70, 326, 382, 355]
- logo-subtitle: DO NORTE: [155, 143, 200, 150]
- section-heading: Subseção VIII: [873, 1195, 915, 1203]
- legal-paragraph: § 1º O preço registrado e as indicações dos respectivos fornecedores serão divulgados nos meios eletrônicos oficiais e ficarão disponibilizados durante a vigência da ata de registro de preços;: [738, 352, 1050, 370]
- legal-paragraph: Art. 168. As supressões de itens do objeto poderão ser realizadas de forma unilateral, respeitados os limites legais.: [1072, 820, 1364, 828]
- legal-paragraph: III - credenciante - órgão ou entidade da Administração Pública federal responsável pelo procedimento de credenciamento;: [70, 384, 382, 403]
- section-heading: DOS CONTRATOS E SUAS ALTERAÇÕES: [828, 1367, 960, 1375]
- legal-paragraph: III - os limites globais e individual para adesão.: [404, 776, 526, 784]
- legal-paragraph: VI - o número e a data de inclusão dos novos participantes no registro de preços;: [404, 912, 611, 920]
- legal-paragraph: IV - as quantidades consideradas inflexíveis;: [404, 885, 519, 893]
- legal-paragraph: II - atualização de documentos cuja validade tenha expirado após a data de recebimento das propostas.: [70, 1523, 332, 1531]
- legal-paragraph: § 4º Na análise dos documentos de habilitação, a comissão de contratação poderá sanar erros ou falhas que não alterem a substância dos documentos e sua validade jurídica, atribuindo-lhes eficácia para fins de habilitação.: [70, 1560, 382, 1579]
- legal-paragraph: II - no caso de alimento perecível; ou: [404, 587, 500, 595]
- legal-paragraph: Art. 164. Os contratos de obras e serviços de engenharia, somente serão considerados concluídos quando atendidas integralmente as obrigações previstas no edital.: [1072, 589, 1394, 607]
- legal-paragraph: I - o prazo de validade da ata de registro de preços e a eventual possibilidade de prorrogação;: [404, 749, 642, 757]
- legal-paragraph: § 1º A autorização de órgão gerenciador deverá levar em consideração a observância dos limites individual e global previstos neste decreto, além da necessidade de garantia da capacidade de fornecimento e observância do contrato de licença.: [404, 1451, 716, 1480]
- legal-paragraph: § 2º De contratos para serviços contínuos com regime de dedicação exclusiva de mão de obra ou com predominância de mão de obra, deverá prever a possibilidade de repactuação de preços, que será contado da data do fornecimento do orçamento previsto nos § 4º do art. 135 da Lei Federal nº 14.133/2021, e das seguintes obrigações.: [1072, 386, 1394, 414]
- bullet-separator: ●: [451, 77, 458, 89]
- legal-paragraph: XI - gerenciar a ata de registro de preços, providenciando a indicação, sempre que solicitado, dos fornecedores, para atendimento às necessidades da Administração, obedecendo a ordem de classificação e os quantitativos de contratação definidos pelos participantes da ata;: [404, 1021, 716, 1050]
- legal-paragraph: Parágrafo único. Esgotada a capacidade de fornecimento dos licitantes que forneçam o item, poderão ser convocados os demais licitantes, na ordem de classificação, para assinatura da ata de registro de preços nas condições da proposta vencedora.: [738, 447, 1050, 475]
- legal-paragraph: § 9º Na hipótese de não haver cadastro de reserva, o órgão gerenciador poderá convocar os licitantes remanescentes, na ordem de classificação, para negociação e assinatura da ata.: [738, 1145, 1050, 1164]
- legal-paragraph: II - mantenha vínculo de natureza técnica, comercial, econômica, financeira, trabalhista ou civil com dirigente do órgão ou entidade contratante ou com agente público que desempenhe função na licitação ou atue na fiscalização ou na gestão do contrato.: [70, 1227, 382, 1256]
- text-column-4: [1072, 202, 1394, 2430]
- legal-paragraph: § 1º A administração poderá fazer uso de termo de credenciamento, de contrato, ou de instrumento equivalente, nos termos do disposto no art. 95 da Lei nº 14.133, de 2021.: [70, 1663, 382, 1682]
- legal-paragraph: VII - a vinculação ao edital de licitação e à proposta do licitante vencedor ou ao ato que tiver autorizado a contratação direta;: [738, 1507, 1050, 1525]
- legal-paragraph: § 6º Será permitida a revisão descentralizada de programa ou projeto federal;: [404, 1601, 601, 1609]
